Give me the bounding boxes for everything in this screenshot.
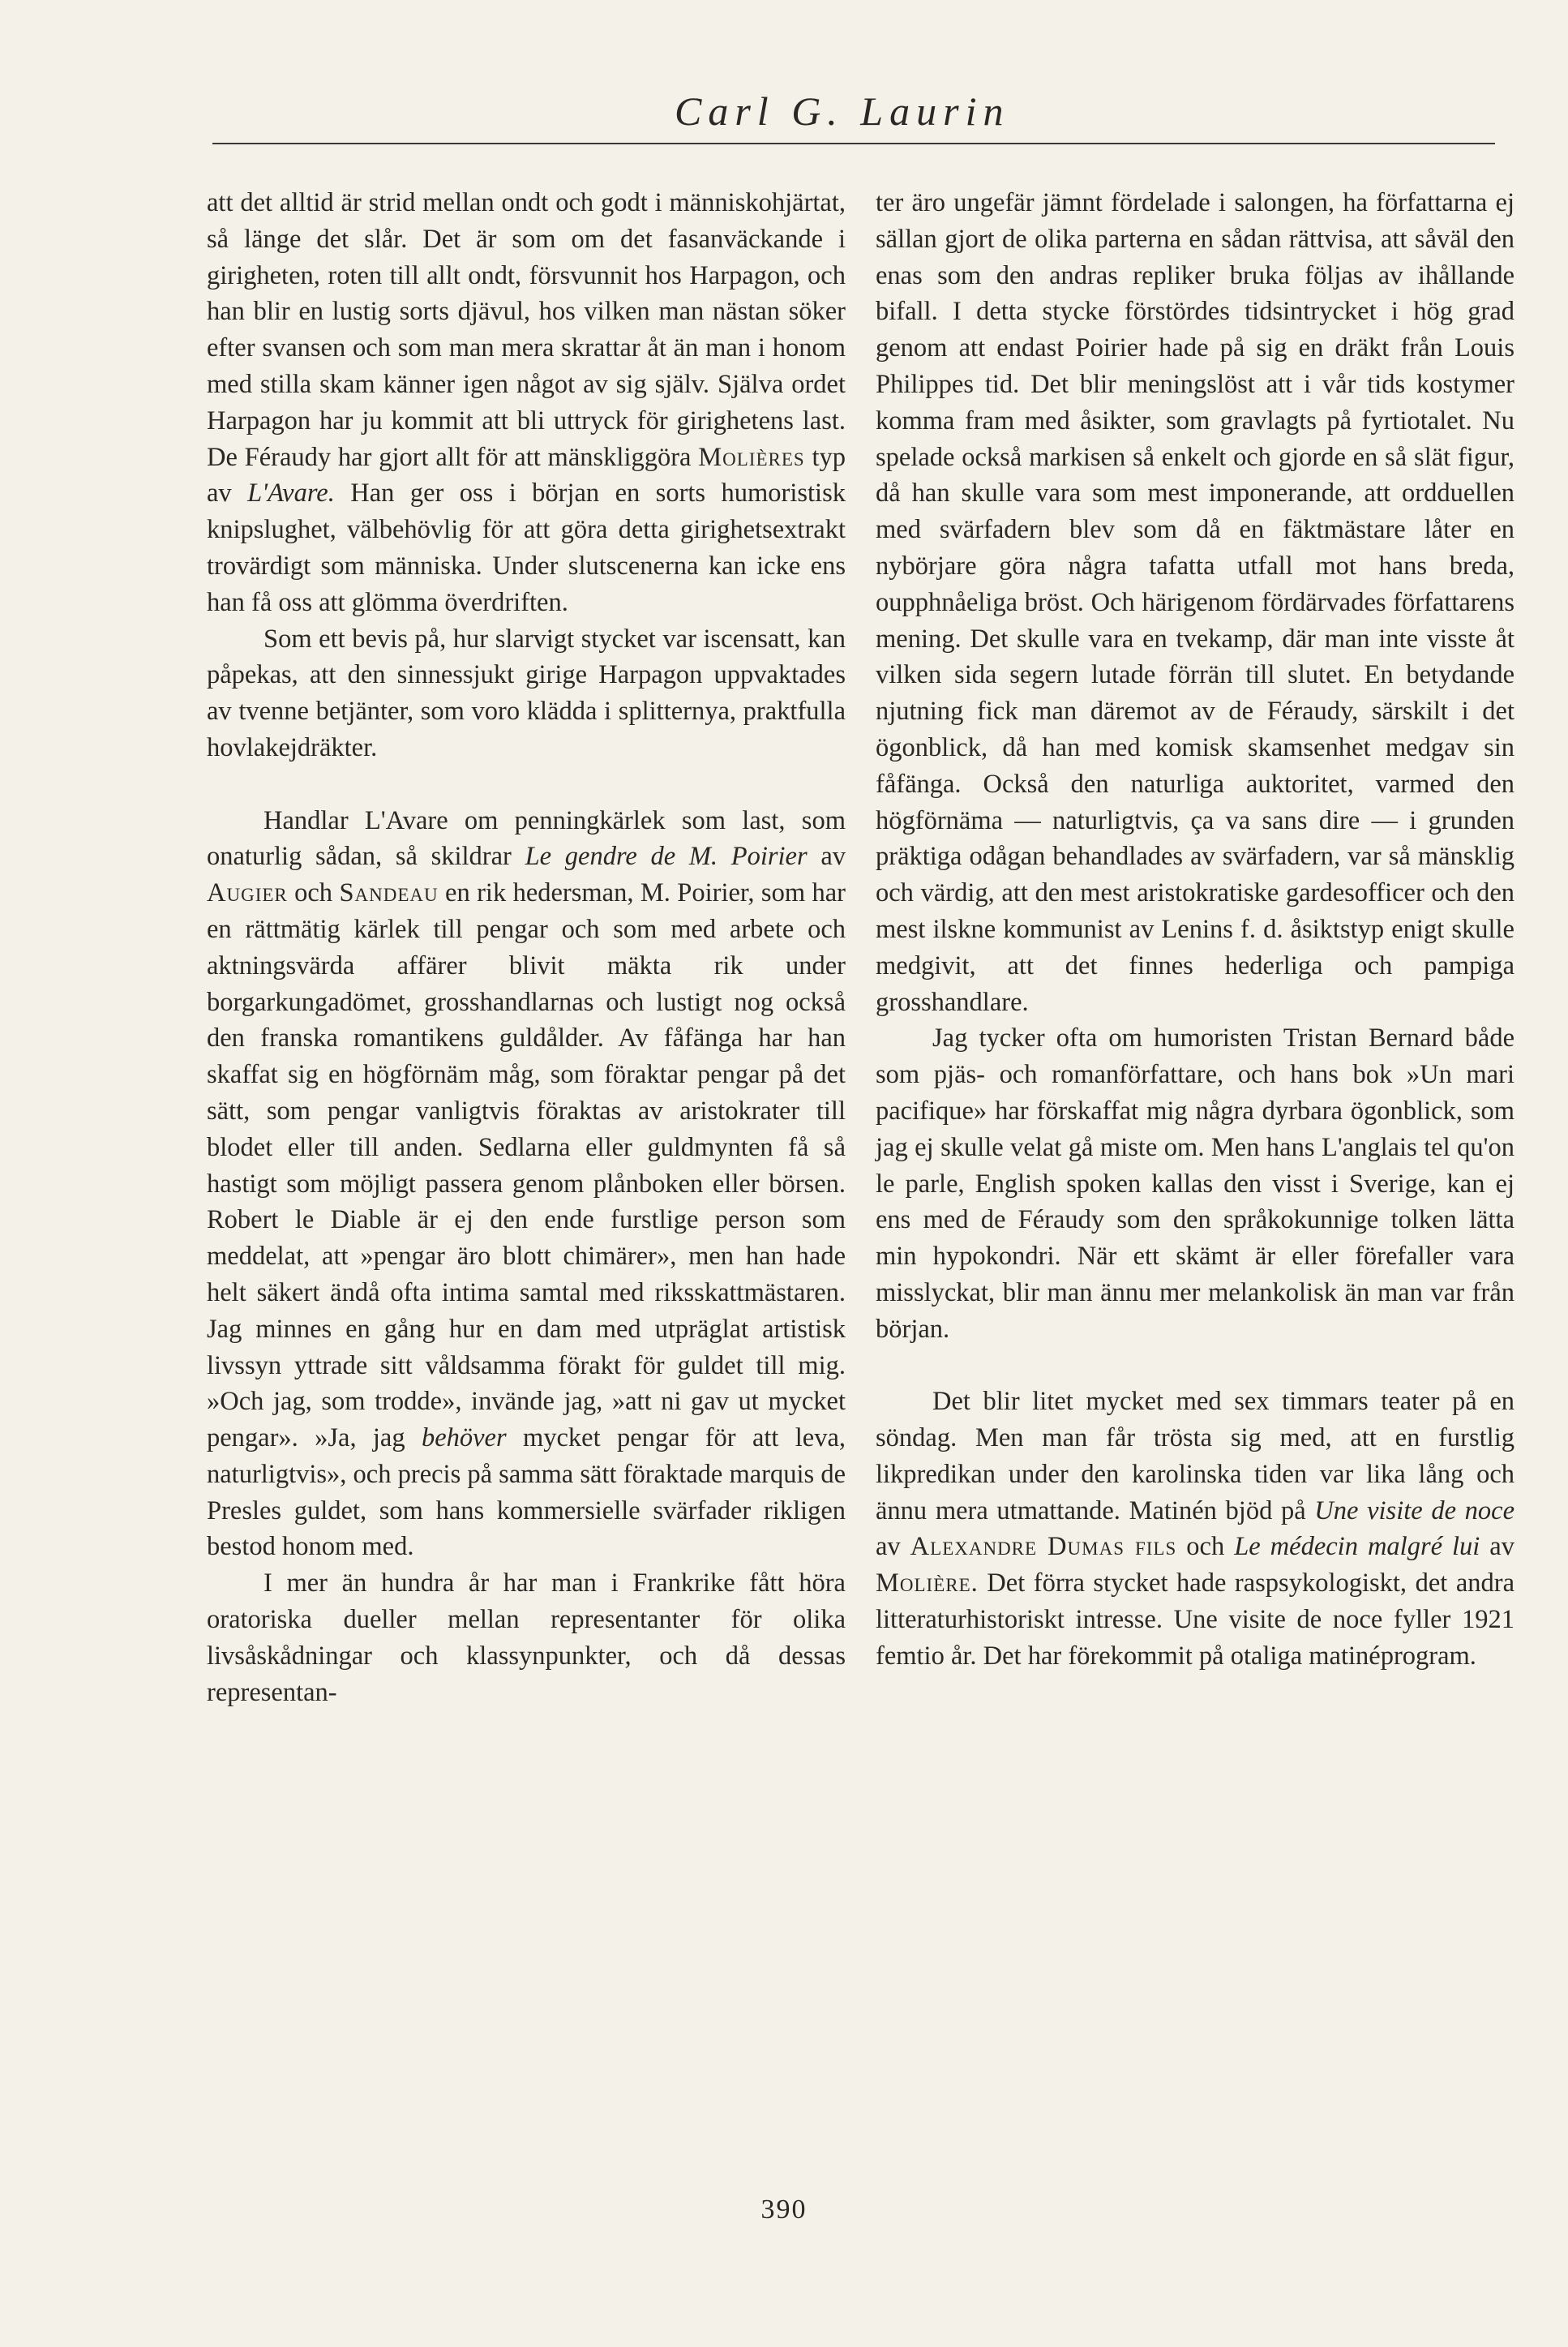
text-run: Handlar L'Avare om penningkärlek som last, som onaturlig sådan, så skildrar xyxy=(207,805,846,872)
text-run: Det förra stycket hade raspsykologiskt, det andra litteraturhistoriskt intresse. Une visite de noce fyller 1921 femtio år. Det har förekommit på otaliga matinéprogram. xyxy=(876,1568,1514,1671)
right-paragraph-2: Jag tycker ofta om humoristen Tristan Bernard både som pjäs- och romanförfattare, och hans bok »Un mari pacifique» har förskaffat mig några dyrbara ögonblick, som jag ej skulle velat gå miste om. Men hans L'anglais tel qu'on le parle, English spoken kallas den visst i Sverige, kan ej ens med de Féraudy som den språkokunnige tolken lätta min hypokondri. När ett skämt är eller förefaller vara misslyckat, blir man ännu mer melankolisk än man var från början. xyxy=(876,1023,1514,1344)
right-paragraph-1: ter äro ungefär jämnt fördelade i salongen, ha författarna ej sällan gjort de olika parterna en sådan rättvisa, att såväl den enas som den andras repliker bruka följas av ihållande bifall. I detta stycke förstördes tidsintrycket i hög grad genom att endast Poirier hade på sig en dräkt från Louis Philippes tid. Det blir meningslöst att i vår tids kostymer komma fram med åsikter, som gravlagts på fyrtiotalet. Nu spelade också markisen så enkelt och gjorde en så slät figur, då han skulle vara som mest imponerande, att ordduellen med svärfadern blev som då en fäktmästare låter en nybörjare göra några tafatta utfall mot hans breda, oupphnåeliga bröst. Och härigenom fördärvades författarens mening. Det skulle vara en tvekamp, där man inte visste åt vilken sida segern lutade förrän till slutet. En betydande njutning fick man däremot av de Féraudy, särskilt i det ögonblick, då han med komisk skamsenhet medgav sin fåfänga. Också den naturliga auktoritet, varmed den högförnäma — naturligtvis, ça va sans dire — i grunden präktiga odågan behandlades av svärfadern, var så mänsklig och värdig, att den mest aristokratiske gardesofficer och den mest ilskne kommunist av Lenins f. d. åsiktstyp enigt skulle medgivit, att det finnes hederliga och pampiga grosshandlare. xyxy=(876,188,1514,1017)
text-run: att det alltid är strid mellan ondt och godt i människohjärtat, så länge det slår. Det är som om det fasanväckande i girigheten, roten till allt ondt, försvunnit hos Harpagon, och han blir en lustig sorts djävul, hos vilken man nästan söker efter svansen och som man mera skrattar åt än man i honom med stilla skam känner igen något av sig själv. Själva ordet Harpagon har ju kommit att bli uttryck för girighetens last. De Féraudy har gjort allt för att mänskliggöra xyxy=(207,188,846,472)
text-run: av xyxy=(807,842,846,872)
text-run: typ av xyxy=(207,442,846,508)
header-rule xyxy=(212,143,1495,144)
right-column xyxy=(876,185,1514,1675)
left-column xyxy=(207,185,846,1710)
work-title: L'Avare. xyxy=(247,478,335,508)
text-run: Han ger oss i början en sorts humoristisk knipslughet, välbehövlig för att göra detta girighetsextrakt trovärdigt som människa. Under slutscenerna kan icke ens han få oss att glömma överdriften. xyxy=(207,478,846,617)
left-paragraph-3 xyxy=(207,803,846,1566)
text-run: och xyxy=(287,878,340,908)
author-name: Augier xyxy=(207,878,288,908)
author-name: Molière. xyxy=(876,1568,979,1598)
text-run: och xyxy=(1176,1532,1235,1562)
author-name: Alexandre Dumas fils xyxy=(910,1532,1177,1562)
work-title: Le médecin malgré lui xyxy=(1234,1532,1480,1562)
right-paragraph-3 xyxy=(876,1384,1514,1674)
text-run: Det blir litet mycket med sex timmars teater på en söndag. Men man får trösta sig med, att en furstlig likpredikan under den karolinska tiden var lika lång och ännu mera utmattande. Matinén bjöd på xyxy=(876,1387,1514,1525)
work-title: Une visite de noce xyxy=(1314,1495,1514,1525)
page-number: 390 xyxy=(760,2195,808,2225)
work-title: Le gendre de M. Poirier xyxy=(525,842,808,872)
text-run: en rik hedersman, M. Poirier, som har en rättmätig kärlek till pengar och som med arbete och aktningsvärda affärer blivit mäkta rik under borgarkungadömet, grosshandlarnas och lustigt nog också den franska romantikens guldålder. Av fåfänga har han skaffat sig en högförnäm måg, som föraktar pengar på det sätt, som pengar vanligtvis föraktas av aristokrater till blodet eller till anden. Sedlarna eller guldmynten få så hastigt som möjligt passera genom plånboken eller börsen. Robert le Diable är ej den ende furstlige person som meddelat, att »pengar äro blott chimärer», men han hade helt säkert ändå ofta intima samtal med riksskattmästaren. Jag minnes en gång hur en dam med utpräglat artistisk livssyn yttrade sitt våldsamma förakt för guldet till mig. »Och jag, som trodde», invände jag, »att ni gav ut mycket pengar». »Ja, jag xyxy=(207,878,846,1453)
author-name: Sandeau xyxy=(339,878,439,908)
text-run: av xyxy=(1480,1532,1514,1562)
running-title: Carl G. Laurin xyxy=(675,88,1010,134)
text-run: av xyxy=(876,1532,910,1562)
author-name: Molières xyxy=(698,442,805,472)
text-run: mycket pengar för att leva, naturligtvis», och precis på samma sätt föraktade marquis de Presles guldet, som hans kommersielle svärfader rikligen bestod honom med. xyxy=(207,1423,846,1562)
left-paragraph-2: Som ett bevis på, hur slarvigt stycket var iscensatt, kan påpekas, att den sinnessjukt girige Harpagon uppvaktades av tvenne betjänter, som voro klädda i splitternya, praktfulla hovlakejdräkter. xyxy=(207,624,846,762)
emphasis: behöver xyxy=(421,1423,507,1453)
left-paragraph-1 xyxy=(207,185,846,621)
left-paragraph-4: I mer än hundra år har man i Frankrike fått höra oratoriska dueller mellan representanter för olika livsåskådningar och klassynpunkter, och då dessas representan- xyxy=(207,1568,846,1707)
